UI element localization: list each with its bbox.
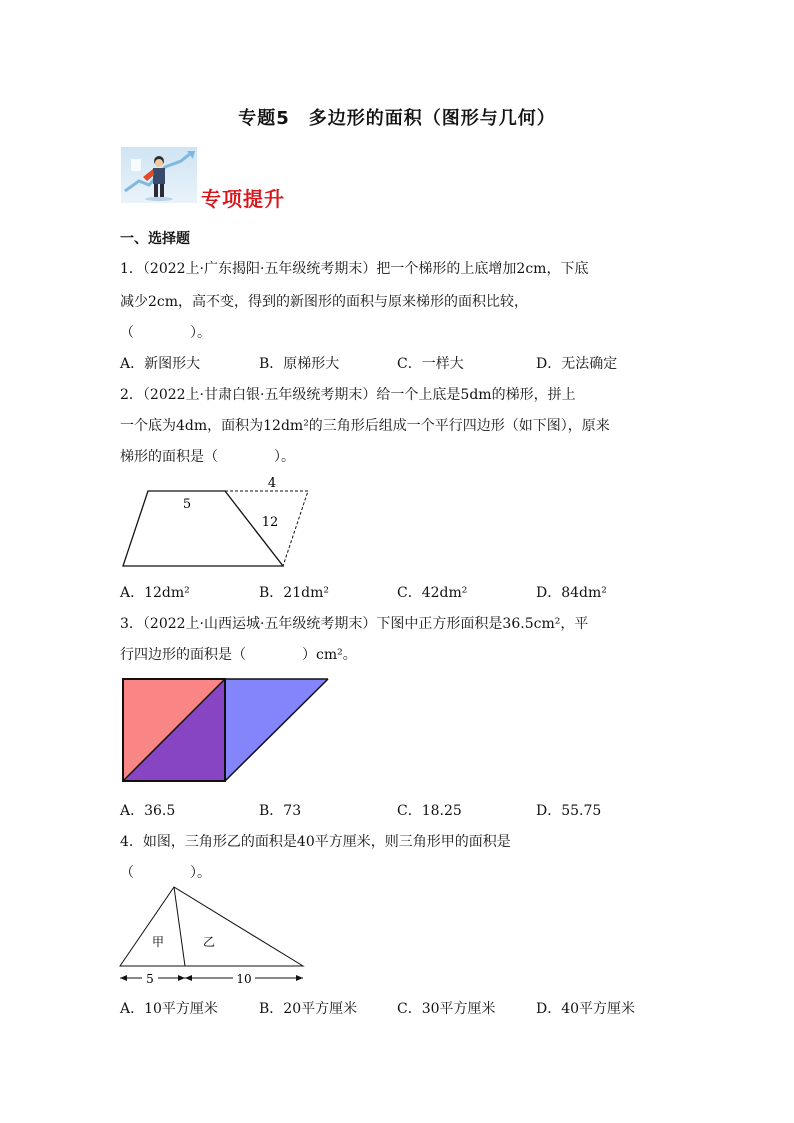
question-2-option-c[interactable]: C．42dm² xyxy=(397,585,468,601)
question-4-line-1: 4．如图，三角形乙的面积是40平方厘米，则三角形甲的面积是 xyxy=(120,834,511,850)
question-4-option-b[interactable]: B．20平方厘米 xyxy=(259,1001,358,1017)
question-1-option-d[interactable]: D．无法确定 xyxy=(536,356,618,372)
question-1-option-c[interactable]: C．一样大 xyxy=(397,356,464,372)
question-2-option-d[interactable]: D．84dm² xyxy=(536,585,607,601)
question-1-option-a[interactable]: A．新图形大 xyxy=(120,356,201,372)
question-2-line-1: 2．（2022上·甘肃白银·五年级统考期末）给一个上底是5dm的梯形，拼上 xyxy=(120,387,576,403)
label-5: 5 xyxy=(146,972,154,986)
page-title: 专题5 多边形的面积（图形与几何） xyxy=(238,108,556,129)
question-2-line-2: 一个底为4dm，面积为12dm²的三角形后组成一个平行四边形（如下图），原来 xyxy=(120,418,610,434)
question-3-option-b[interactable]: B．73 xyxy=(259,803,302,819)
question-3-option-d[interactable]: D．55.75 xyxy=(536,803,602,819)
trapezoid-shape xyxy=(123,491,283,566)
question-3-option-c[interactable]: C．18.25 xyxy=(397,803,462,819)
arrow-right-icon xyxy=(296,975,303,981)
label-10: 10 xyxy=(236,972,252,986)
arrow-left-icon xyxy=(120,975,127,981)
question-2-line-3: 梯形的面积是（ ）。 xyxy=(120,449,295,465)
question-3-line-1: 3．（2022上·山西运城·五年级统考期末）下图中正方形面积是36.5cm²，平 xyxy=(120,616,589,632)
triangle-jia-yi-figure xyxy=(116,884,310,990)
dividing-line xyxy=(174,887,185,966)
businessman-illustration-icon xyxy=(121,147,197,203)
question-4-option-a[interactable]: A．10平方厘米 xyxy=(120,1001,218,1017)
square-parallelogram-figure xyxy=(120,676,332,784)
trapezoid-parallelogram-figure xyxy=(118,474,318,574)
question-4-option-c[interactable]: C．30平方厘米 xyxy=(397,1001,496,1017)
question-1-option-b[interactable]: B．原梯形大 xyxy=(259,356,340,372)
label-triangle-area: 12 xyxy=(261,515,279,530)
banner-label: 专项提升 xyxy=(201,187,285,211)
label-triangle-base: 4 xyxy=(267,476,277,491)
section-heading: 一、选择题 xyxy=(120,231,190,247)
section-banner xyxy=(121,147,291,213)
question-3-line-2: 行四边形的面积是（ ）cm²。 xyxy=(120,647,357,663)
question-4-option-d[interactable]: D．40平方厘米 xyxy=(536,1001,636,1017)
arrow-right-icon xyxy=(178,975,185,981)
question-3-option-a[interactable]: A．36.5 xyxy=(120,803,176,819)
question-1-line-3: （ ）。 xyxy=(120,325,211,341)
arrow-left-icon xyxy=(185,975,192,981)
outer-triangle xyxy=(120,887,303,966)
question-2-option-a[interactable]: A．12dm² xyxy=(120,585,190,601)
question-1-line-1: 1．（2022上·广东揭阳·五年级统考期末）把一个梯形的上底增加2cm，下底 xyxy=(120,261,589,277)
question-1-line-2: 减少2cm，高不变，得到的新图形的面积与原来梯形的面积比较， xyxy=(120,294,529,310)
label-top-base: 5 xyxy=(182,497,192,512)
label-jia: 甲 xyxy=(151,935,165,949)
question-2-option-b[interactable]: B．21dm² xyxy=(259,585,329,601)
label-yi: 乙 xyxy=(202,935,216,949)
question-4-line-2: （ ）。 xyxy=(120,865,211,881)
